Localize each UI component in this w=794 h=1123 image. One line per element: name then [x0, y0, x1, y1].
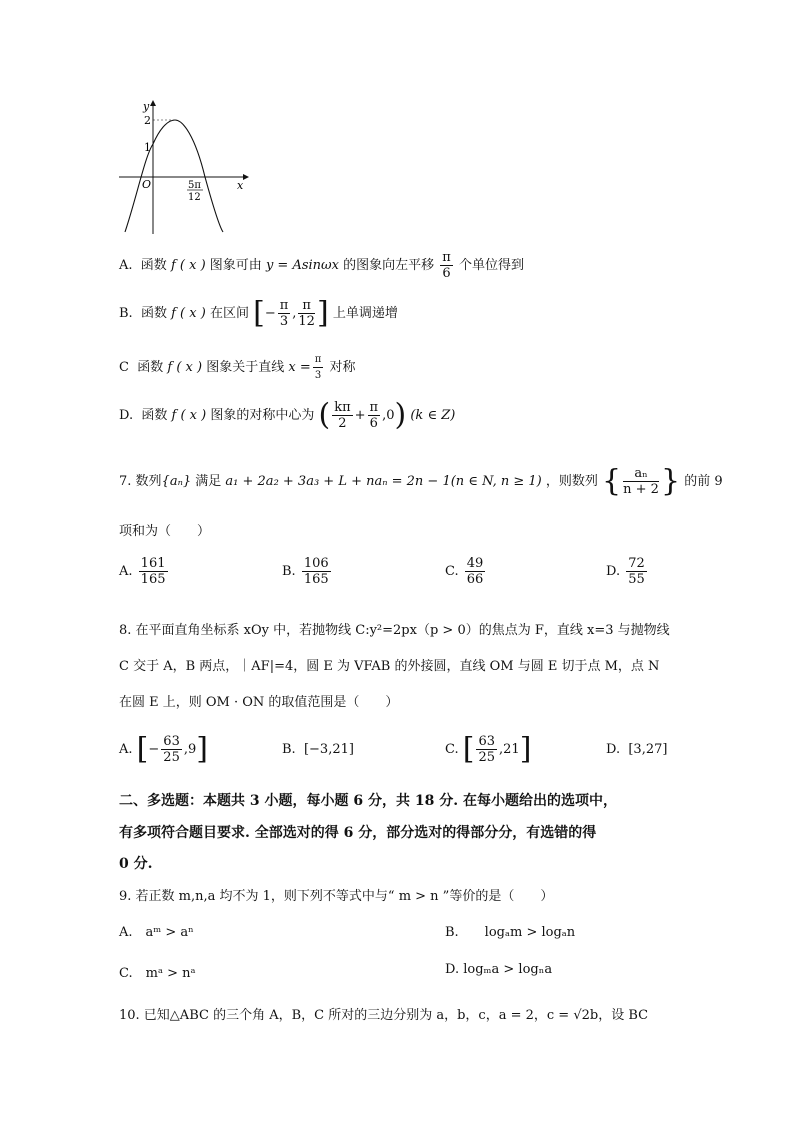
y-axis-label: y — [143, 100, 150, 113]
q7-option-a: A. $\frac{161}{165}$ — [119, 556, 166, 587]
q6-option-a: A. 函数 f ( x ) 图象可由 y = Asinωx 的图象向左平移 $\frac{\pi}{6}$ 个单位得到 — [119, 250, 524, 281]
x-tick-den: 12 — [188, 192, 201, 203]
q9-option-a: A. aᵐ > aⁿ — [119, 925, 194, 940]
q7-option-d: D. $\frac{72}{55}$ — [606, 556, 645, 587]
y-tick-1: 1 — [144, 141, 151, 154]
q8-option-d: D. [3,27] — [606, 742, 668, 757]
q8-stem-line2: C 交于 A，B 两点，｜AF|=4，圆 E 为 VFAB 的外接圆，直线 OM 与圆 E 切于点 M，点 N — [119, 659, 660, 674]
q8-stem-line1: 8. 在平面直角坐标系 xOy 中，若抛物线 C:y²=2px（p > 0）的焦点为 F，直线 x=3 与抛物线 — [119, 623, 670, 638]
x-tick-num: 5π — [188, 180, 201, 191]
q6-option-b: B. 函数 f ( x ) 在区间 [− $\frac{\pi}{3}$ , $\frac{\pi}{12}$ ] 上单调递增 — [119, 295, 398, 331]
q8-stem-line3: 在圆 E 上，则 OM · ON 的取值范围是（ ） — [119, 695, 399, 710]
section2-line1: 二、多选题：本题共 3 小题，每小题 6 分，共 18 分. 在每小题给出的选项中， — [119, 793, 617, 809]
q8-option-c: C. [ $\frac{63}{25}$ ,21] — [445, 731, 532, 767]
q8-option-b: B. [−3,21] — [282, 742, 354, 757]
q8-option-a: A. [− $\frac{63}{25}$ ,9] — [119, 731, 208, 767]
q6-option-c: C 函数 f ( x ) 图象关于直线 x = $\frac{\pi}{3}$ 对称 — [119, 354, 356, 381]
section2-line2: 有多项符合题目要求. 全部选对的得 6 分，部分选对的得部分分，有选错的得 — [119, 825, 597, 841]
q9-stem: 9. 若正数 m,n,a 均不为 1，则下列不等式中与“ m > n ”等价的是（ ） — [119, 889, 554, 904]
q7-stem-line1: 7. 数列{aₙ} 满足 a₁ + 2a₂ + 3a₃ + L + naₙ = 2n − 1(n ∈ N, n ≥ 1) ，则数列 { $\frac{\text{aₙ}}{n + 2}$ } 的前 9 — [119, 463, 723, 499]
function-graph — [115, 96, 250, 236]
q7-stem-line2: 项和为（ ） — [119, 524, 211, 539]
q7-option-c: C. $\frac{49}{66}$ — [445, 556, 484, 587]
q6-option-d: D. 函数 f ( x ) 图象的对称中心为 ( $\frac{k\pi}{2}$ + $\frac{\pi}{6}$ ,0) (k ∈ Z) — [119, 397, 456, 433]
q9-option-d: D. logₘa > logₙa — [445, 962, 553, 977]
q9-option-b: B. logₐm > logₐn — [445, 925, 576, 940]
y-tick-2: 2 — [144, 114, 151, 127]
q9-option-c: C. mᵃ > nᵃ — [119, 966, 196, 981]
x-axis-label: x — [237, 179, 244, 192]
q10-stem: 10. 已知△ABC 的三个角 A，B，C 所对的三边分别为 a，b，c，a = 2，c = √2b，设 BC — [119, 1008, 649, 1023]
q7-option-b: B. $\frac{106}{165}$ — [282, 556, 329, 587]
origin-label: O — [142, 178, 152, 191]
section2-line3: 0 分. — [119, 856, 153, 872]
